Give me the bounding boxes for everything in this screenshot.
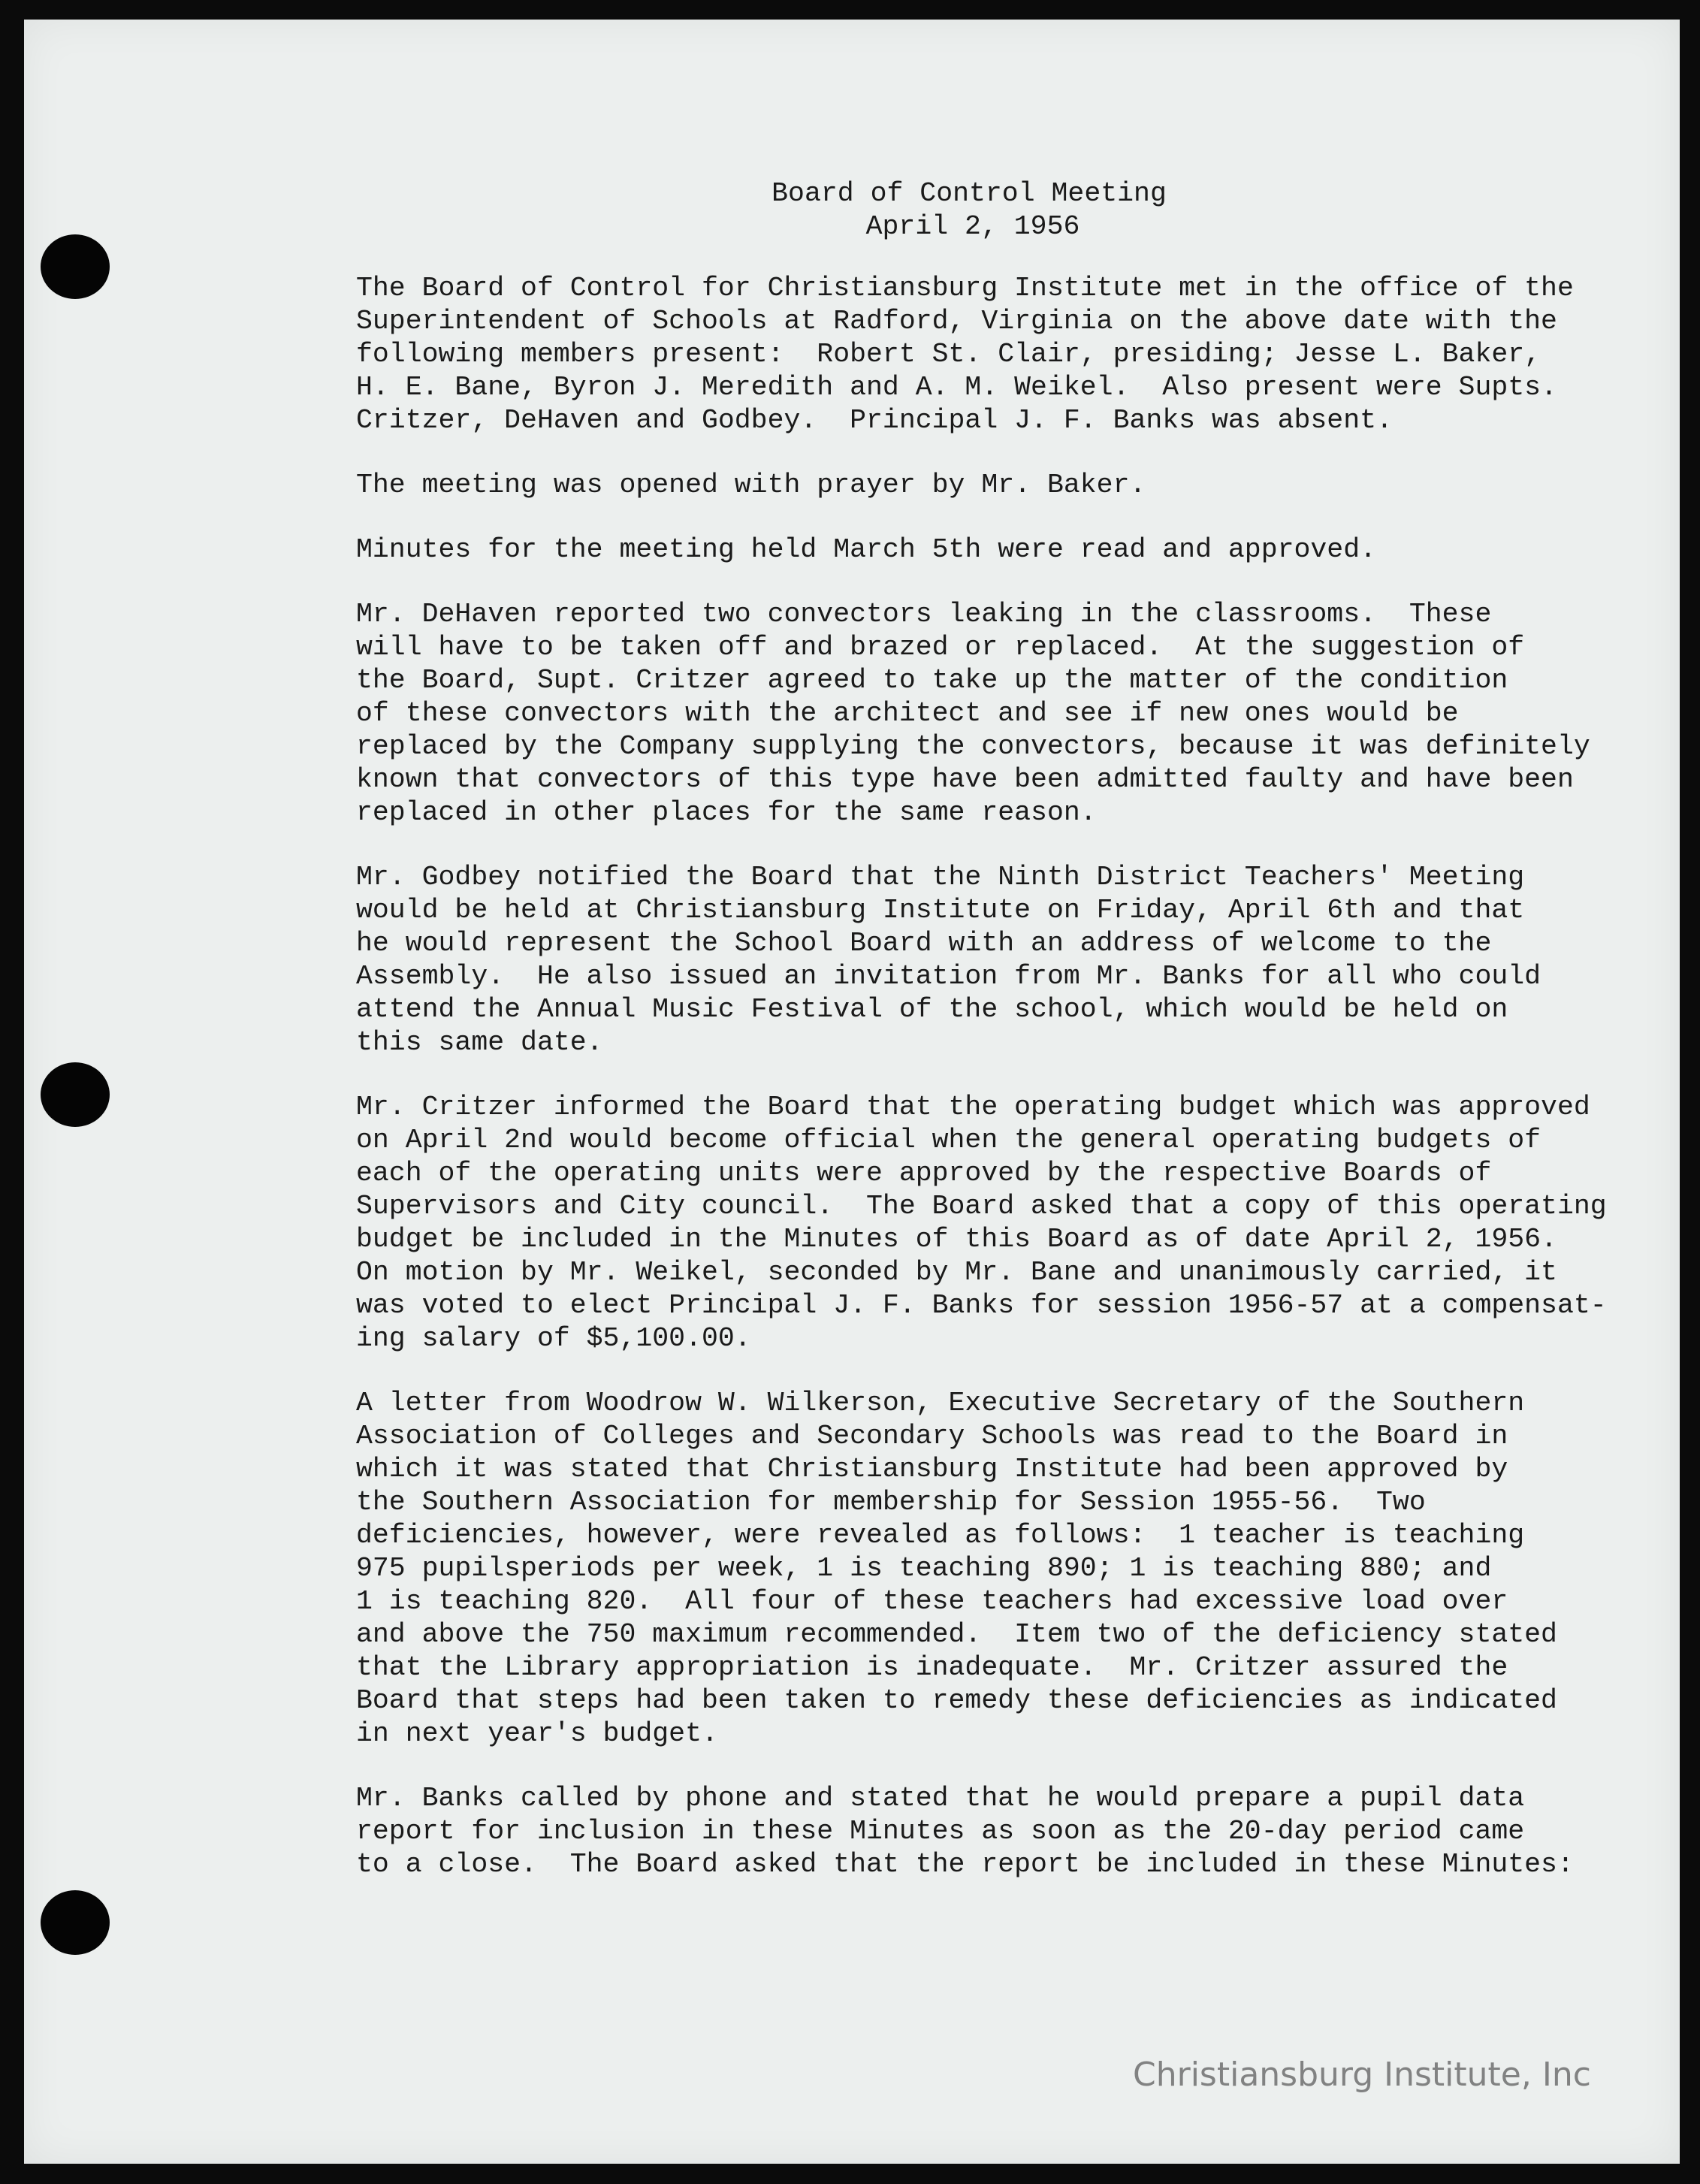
text-line: will have to be taken off and brazed or replaced. At the suggestion of (356, 632, 1525, 663)
text-line: on April 2nd would become official when the general operating budgets of (356, 1125, 1541, 1155)
text-line: Supervisors and City council. The Board asked that a copy of this operating (356, 1191, 1607, 1222)
title-date: April 2, 1956 (865, 211, 1080, 242)
text-line: 975 pupilsperiods per week, 1 is teaching 890; 1 is teaching 880; and (356, 1553, 1492, 1584)
text-line: Mr. DeHaven reported two convectors leaking in the classrooms. These (356, 599, 1492, 630)
text-line: On motion by Mr. Weikel, seconded by Mr. Bane and unanimously carried, it (356, 1257, 1557, 1288)
text-line: each of the operating units were approved by the respective Boards of (356, 1158, 1492, 1189)
text-line: H. E. Bane, Byron J. Meredith and A. M. Weikel. Also present were Supts. (356, 372, 1557, 403)
text-line: and above the 750 maximum recommended. Item two of the deficiency stated (356, 1619, 1557, 1650)
text-line: of these convectors with the architect and see if new ones would be (356, 698, 1459, 729)
text-line: to a close. The Board asked that the report be included in these Minutes: (356, 1849, 1574, 1880)
text-line: Mr. Critzer informed the Board that the operating budget which was approved (356, 1092, 1590, 1122)
paragraph-teachers-meeting (356, 861, 1678, 1059)
text-line: the Board, Supt. Critzer agreed to take up the matter of the condition (356, 665, 1508, 696)
text-line: Association of Colleges and Secondary Schools was read to the Board in (356, 1421, 1508, 1451)
text-line: attend the Annual Music Festival of the school, which would be held on (356, 994, 1508, 1025)
paragraph-budget (356, 1091, 1678, 1355)
minutes-body (356, 272, 1678, 1913)
text-line: would be held at Christiansburg Institute on Friday, April 6th and that (356, 895, 1525, 926)
text-line: The Board of Control for Christiansburg Institute met in the office of the (356, 273, 1574, 304)
text-line: known that convectors of this type have been admitted faulty and have been (356, 764, 1574, 795)
text-line: ing salary of $5,100.00. (356, 1323, 751, 1354)
paragraph-minutes (356, 533, 1678, 566)
text-line: that the Library appropriation is inadequate. Mr. Critzer assured the (356, 1652, 1508, 1683)
text-line: in next year's budget. (356, 1718, 718, 1749)
text-line: budget be included in the Minutes of this Board as of date April 2, 1956. (356, 1224, 1557, 1255)
text-line: Minutes for the meeting held March 5th were read and approved. (356, 534, 1377, 565)
punch-hole (41, 234, 110, 299)
paragraph-accreditation (356, 1387, 1678, 1751)
text-line: A letter from Woodrow W. Wilkerson, Executive Secretary of the Southern (356, 1388, 1525, 1418)
text-line: Mr. Godbey notified the Board that the Ninth District Teachers' Meeting (356, 862, 1525, 893)
text-line: Critzer, DeHaven and Godbey. Principal J. F. Banks was absent. (356, 405, 1393, 436)
text-line: Mr. Banks called by phone and stated that he would prepare a pupil data (356, 1783, 1525, 1814)
watermark: Christiansburg Institute, Inc (1133, 2056, 1591, 2094)
text-line: report for inclusion in these Minutes as soon as the 20-day period came (356, 1816, 1525, 1847)
document-title (0, 177, 1700, 243)
text-line: following members present: Robert St. Clair, presiding; Jesse L. Baker, (356, 339, 1541, 370)
paragraph-prayer (356, 469, 1678, 502)
text-line: this same date. (356, 1027, 603, 1058)
title-line: Board of Control Meeting (771, 178, 1167, 209)
text-line: he would represent the School Board with an address of welcome to the (356, 928, 1492, 959)
text-line: the Southern Association for membership for Session 1955-56. Two (356, 1487, 1426, 1518)
punch-hole (41, 1062, 110, 1127)
paragraph-pupil-data (356, 1782, 1678, 1881)
text-line: deficiencies, however, were revealed as follows: 1 teacher is teaching (356, 1520, 1525, 1551)
punch-hole (41, 1890, 110, 1955)
text-line: Assembly. He also issued an invitation from Mr. Banks for all who could (356, 961, 1541, 992)
text-line: The meeting was opened with prayer by Mr. Baker. (356, 470, 1146, 500)
paragraph-convectors (356, 598, 1678, 829)
text-line: Superintendent of Schools at Radford, Virginia on the above date with the (356, 306, 1557, 337)
text-line: replaced in other places for the same reason. (356, 797, 1097, 828)
text-line: was voted to elect Principal J. F. Banks for session 1956-57 at a compensat- (356, 1290, 1607, 1321)
paragraph-attendance (356, 272, 1678, 437)
text-line: which it was stated that Christiansburg Institute had been approved by (356, 1454, 1508, 1485)
text-line: 1 is teaching 820. All four of these teachers had excessive load over (356, 1586, 1508, 1617)
text-line: replaced by the Company supplying the convectors, because it was definitely (356, 731, 1590, 762)
text-line: Board that steps had been taken to remedy these deficiencies as indicated (356, 1685, 1557, 1716)
